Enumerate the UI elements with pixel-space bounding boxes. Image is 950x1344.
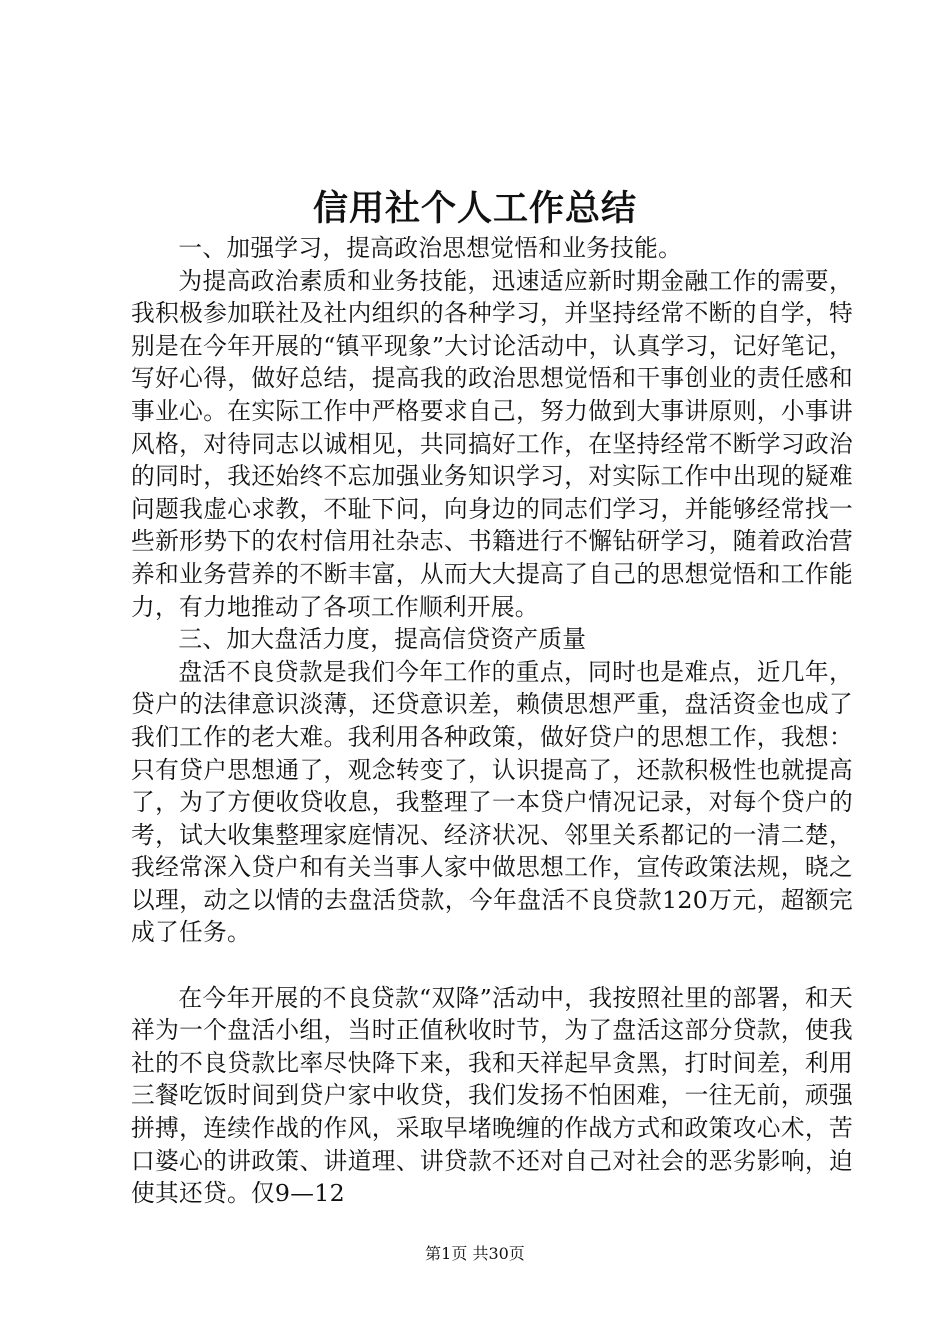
body-paragraph: 为提高政治素质和业务技能，迅速适应新时期金融工作的需要，我积极参加联社及社内组织的各种学习，并坚持经常不断的自学，特别是在今年开展的“镇平现象”大讨论活动中，认真学习，记好笔记，写好心得，做好总结，提高我的政治思想觉悟和干事创业的责任感和事业心。在实际工作中严格要求自己，努力做到大事讲原则，小事讲风格，对待同志以诚相见，共同搞好工作，在坚持经常不断学习政治的同时，我还始终不忘加强业务知识学习，对实际工作中出现的疑难问题我虚心求教，不耻下问，向身边的同志们学习，并能够经常找一些新形势下的农村信用社杂志、书籍进行不懈钻研学习，随着政治营养和业务营养的不断丰富，从而大大提高了自己的思想觉悟和工作能力，有力地推动了各项工作顺利开展。 [131,266,853,621]
document-body [131,232,853,1210]
body-paragraph: 盘活不良贷款是我们今年工作的重点，同时也是难点，近几年，贷户的法律意识淡薄，还贷意识差，赖债思想严重，盘活资金也成了我们工作的老大难。我利用各种政策，做好贷户的思想工作，我想：只有贷户思想通了，观念转变了，认识提高了，还款积极性也就提高了，为了方便收贷收息，我整理了一本贷户情况记录，对每个贷户的考，试大收集整理家庭情况、经济状况、邻里关系都记的一清二楚，我经常深入贷户和有关当事人家中做思想工作，宣传政策法规，晓之以理，动之以情的去盘活贷款，今年盘活不良贷款120万元，超额完成了任务。 [131,657,853,947]
section-heading: 三、加大盘活力度，提高信贷资产质量 [178,625,587,654]
page-number-footer: 第1页 共30页 [425,1244,525,1263]
document-title: 信用社个人工作总结 [312,188,637,229]
section-heading: 一、加强学习，提高政治思想觉悟和业务技能。 [178,234,683,262]
body-paragraph: 在今年开展的不良贷款“双降”活动中，我按照社里的部署，和天祥为一个盘活小组，当时正值秋收时节，为了盘活这部分贷款，使我社的不良贷款比率尽快降下来，我和天祥起早贪黑，打时间差，利用三餐吃饭时间到贷户家中收贷，我们发扬不怕困难，一往无前，顽强拼搏，连续作战的作风，采取早堵晚缠的作战方式和政策攻心术，苦口婆心的讲政策、讲道理、讲贷款不还对自己对社会的恶劣影响，迫使其还贷。仅9—12 [131,983,853,1208]
